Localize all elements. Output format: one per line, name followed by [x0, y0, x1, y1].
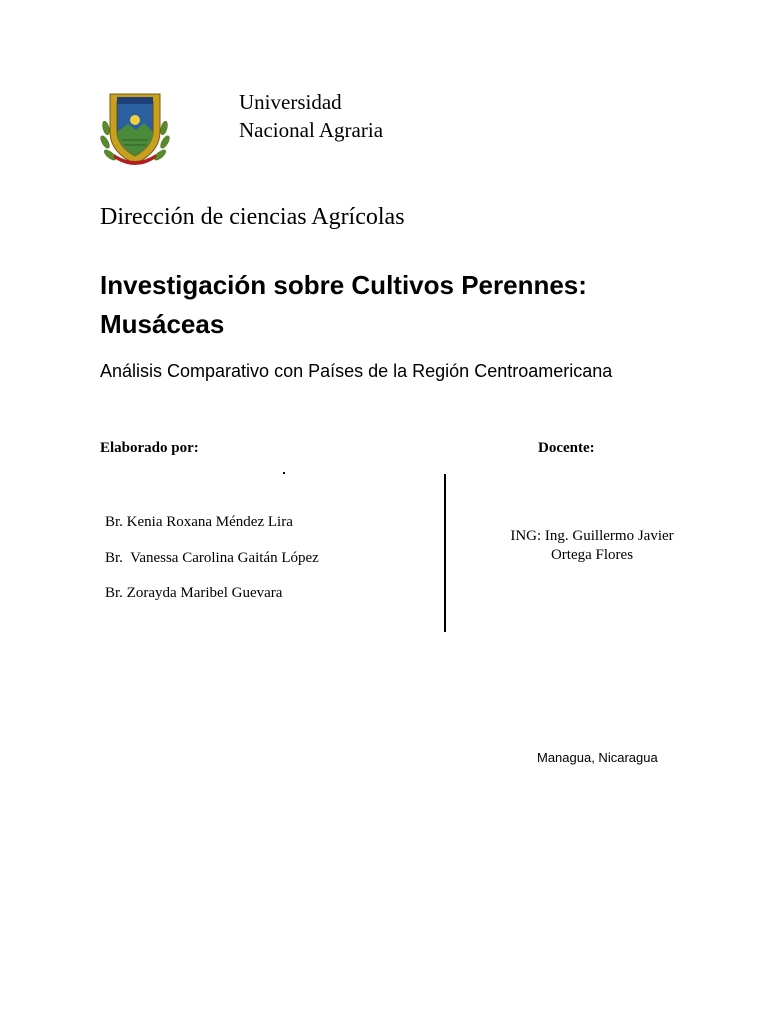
direction-heading: Dirección de ciencias Agrícolas [100, 204, 405, 230]
university-name-line2: Nacional Agraria [239, 118, 384, 142]
teacher-name-line2: Ortega Flores [550, 547, 634, 563]
teacher-label: Docente: [538, 440, 595, 456]
university-name [239, 88, 383, 144]
authors-list [105, 514, 319, 621]
author-name: Br. Kenia Roxana Méndez Lira [105, 514, 293, 530]
teacher-name [500, 527, 684, 565]
stray-dot [283, 472, 285, 474]
university-name-line1: Universidad [239, 90, 342, 114]
authors-label: Elaborado por: [100, 440, 199, 456]
university-crest-icon [100, 88, 170, 168]
vertical-divider [444, 474, 446, 632]
location-text: Managua, Nicaragua [537, 750, 658, 765]
document-subtitle: Análisis Comparativo con Países de la Región Centroamericana [100, 361, 613, 381]
document-title: Investigación sobre Cultivos Perennes: Musáceas [100, 270, 587, 339]
author-name: Br. Zorayda Maribel Guevara [105, 585, 283, 601]
author-name: Br. Vanessa Carolina Gaitán López [105, 549, 319, 566]
teacher-name-line1: ING: Ing. Guillermo Javier [510, 528, 674, 544]
